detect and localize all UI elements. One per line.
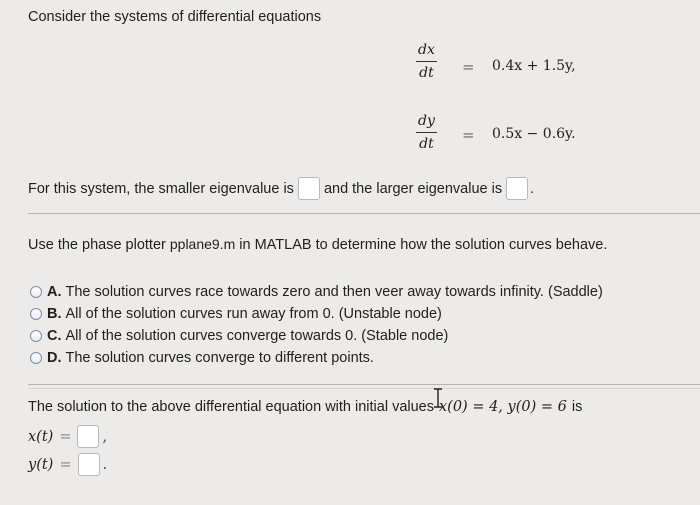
pplane-filename: pplane9.m xyxy=(169,236,236,252)
option-a-letter: A. xyxy=(47,284,62,300)
x-equals: = xyxy=(59,428,72,445)
option-c-letter: C. xyxy=(47,328,62,344)
x-solution-row xyxy=(28,425,107,448)
eq1-numerator: dx xyxy=(416,42,437,62)
eq2-numerator: dy xyxy=(416,113,437,133)
option-a-text: The solution curves race towards zero and then veer away towards infinity. (Saddle) xyxy=(65,284,603,300)
eq1-rhs: 0.4x + 1.5y, xyxy=(492,58,576,74)
eq2-denominator: dt xyxy=(419,136,434,152)
solution-suffix: is xyxy=(571,399,583,415)
initial-conditions: x(0) = 4, y(0) = 6 xyxy=(439,399,567,415)
x-comma: , xyxy=(102,428,108,445)
eigen-prefix: For this system, the smaller eigenvalue is xyxy=(28,180,294,197)
x-solution-input[interactable] xyxy=(77,425,99,448)
section-divider-2b xyxy=(28,388,700,389)
option-d[interactable] xyxy=(30,350,374,366)
y-period: . xyxy=(102,456,108,473)
eigen-middle: and the larger eigenvalue is xyxy=(323,180,503,197)
option-b-text: All of the solution curves run away from 0. (Unstable node) xyxy=(65,306,442,322)
option-c[interactable] xyxy=(30,328,448,344)
phase-plotter-instruction xyxy=(28,236,607,253)
option-a[interactable] xyxy=(30,284,603,300)
option-c-text: All of the solution curves converge towards 0. (Stable node) xyxy=(65,328,449,344)
y-solution-row xyxy=(28,453,107,476)
radio-d[interactable] xyxy=(30,352,42,364)
radio-b[interactable] xyxy=(30,308,42,320)
section-divider-2 xyxy=(28,384,700,385)
eq2-equals: = xyxy=(462,126,475,144)
eq1-equals: = xyxy=(462,58,475,76)
solution-prefix: The solution to the above differential equation with initial values xyxy=(28,399,434,415)
radio-c[interactable] xyxy=(30,330,42,342)
phase-prefix: Use the phase plotter xyxy=(28,237,170,253)
problem-intro: Consider the systems of differential equations xyxy=(28,9,322,25)
y-solution-input[interactable] xyxy=(78,453,100,476)
radio-a[interactable] xyxy=(30,286,42,298)
x-label: x(t) xyxy=(28,428,54,445)
larger-eigenvalue-input[interactable] xyxy=(506,177,528,200)
option-b-letter: B. xyxy=(47,306,62,322)
option-d-letter: D. xyxy=(47,350,62,366)
solution-statement xyxy=(28,399,582,415)
eigen-suffix: . xyxy=(530,180,535,197)
y-label: y(t) xyxy=(28,456,54,473)
phase-suffix: in MATLAB to determine how the solution curves behave. xyxy=(235,237,608,253)
option-d-text: The solution curves converge to different points. xyxy=(65,350,374,366)
option-b[interactable] xyxy=(30,306,442,322)
eq1-denominator: dt xyxy=(419,65,434,81)
eigenvalue-question xyxy=(28,177,534,200)
smaller-eigenvalue-input[interactable] xyxy=(298,177,320,200)
y-equals: = xyxy=(59,456,72,473)
eq2-derivative xyxy=(416,113,437,152)
eq2-rhs: 0.5x − 0.6y. xyxy=(492,126,576,142)
section-divider xyxy=(28,213,700,214)
eq1-derivative xyxy=(416,42,437,81)
